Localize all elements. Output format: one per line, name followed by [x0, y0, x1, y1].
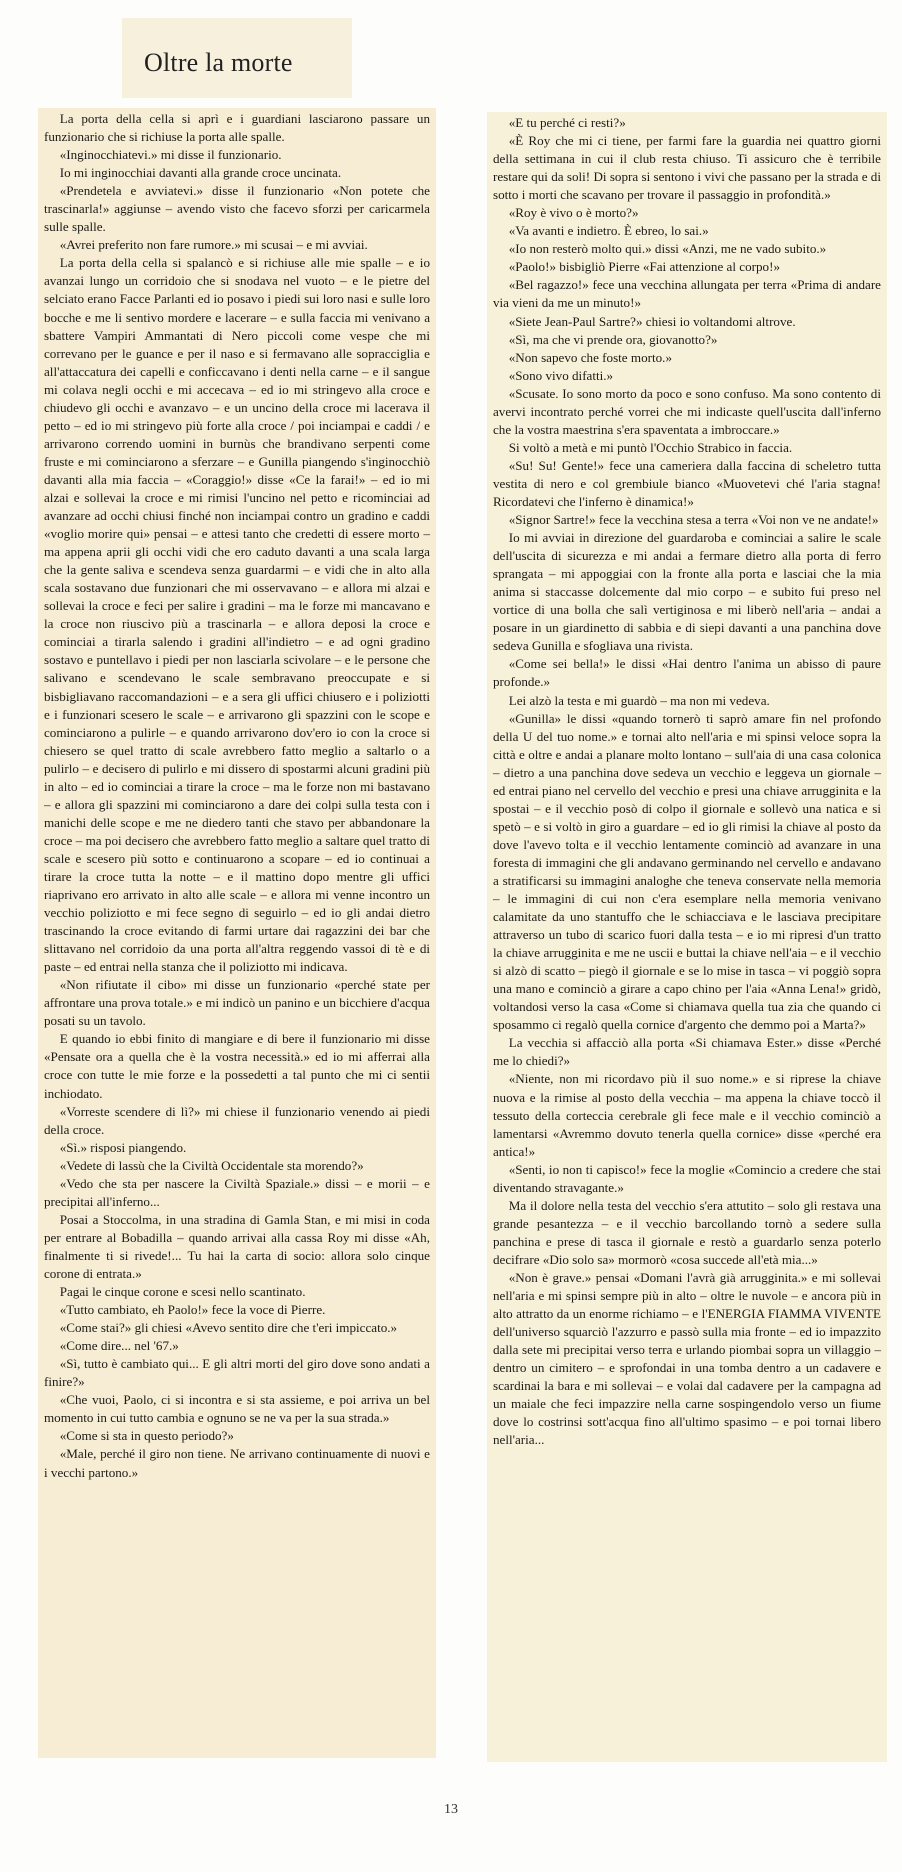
paragraph: «Prendetela e avviatevi.» disse il funzionario «Non potete che trascinarla!» aggiunse – avendo visto che facevo sforzi per caricarmela sulle spalle. [44, 183, 430, 235]
paragraph: Io mi inginocchiai davanti alla grande croce uncinata. [59, 165, 342, 181]
paragraph: «È Roy che mi ci tiene, per farmi fare la guardia nei quattro giorni della settimana in cui il club resta chiuso. Ti assicuro che è terribile restare qui da soli! Di sopra si sentono i vivi che passano per la strada e di sotto i morti che scavano per trovare il passaggio in profondità.» [493, 133, 881, 203]
paragraph: Io mi avviai in direzione del guardaroba e cominciai a salire le scale dell'uscita di sicurezza e mi andai a fermare dietro alla porta di ferro sprangata – mi appoggiai con la fronte alla porta e lasciai che la mia anima si staccasse dolcemente dal mio corpo – e subito fui preso nel vortice di una bolla che salì vertiginosa e mi liberò nell'aria – andai a posare in un giardinetto di sabbia e di siepi davanti a una panchina dove sedeva Gunilla e sfogliava una rivista. [493, 530, 881, 654]
paragraph: La porta della cella si aprì e i guardiani lasciarono passare un funzionario che si richiuse la porta alle spalle. [44, 111, 430, 145]
paragraph: La vecchia si affacciò alla porta «Si chiamava Ester.» disse «Perché me lo chiedi?» [493, 1035, 881, 1069]
paragraph: Ma il dolore nella testa del vecchio s'era attutito – solo gli restava una grande pesantezza – e il vecchio barcollando tornò a sedere sulla panchina e prese di tasca il giornale e restò a guardarlo senza poterlo decifrare «Dio solo sa» mormorò «cosa succede all'età mia...» [493, 1197, 881, 1267]
paragraph: «Inginocchiatevi.» mi disse il funzionario. [59, 147, 282, 163]
paragraph: «Gunilla» le dissi «quando tornerò ti saprò amare fin nel profondo della U del tuo nome.» e tornai alto nell'aria e mi spinsi veloce sopra la città e oltre e andai a planare molto lontano – sull'aia di una casa colonica – dietro a una panchina dove sedeva un vecchio e leggeva un giornale – ed entrai piano nel cervello del vecchio e presi una chiave arrugginita e la spostai – e il vecchio posò di colpo il giornale e sollevò una natica e si spetò – e si voltò in giro a guardare – ed io gli rimisi la chiave al posto da dove l'avevo tolta e il vecchio lentamente cominciò ad avanzare in una foresta di immagini che gli andavano germinando nel cervello e andavano a stratificarsi su immagini analoghe che teneva conservate nella memoria – le immagini di cui non c'era esemplare nella memoria venivano calamitate da uno stantuffo che le schiacciava e le lasciava precipitare attraverso un tubo di scarico fuori dalla testa – e io mi ripresi d'un tratto la chiave arrugginita e me ne uscii e buttai la chiave nell'aia – e il vecchio si alzò di scatto – piegò il giornale e se lo mise in tasca – vi poggiò sopra una mano e cominciò a girare a capo chino per l'aia «Anna Lena!» gridò, voltandosi verso la casa «Come si chiamava quella tua zia che quando ci sposammo ci regalò quella cornice d'argento che demmo poi a Marta?» [493, 710, 881, 1033]
paragraph: «Male, perché il giro non tiene. Ne arrivano continuamente di nuovi e i vecchi partono.» [44, 1446, 430, 1480]
paragraph: «Niente, non mi ricordavo più il suo nome.» e si riprese la chiave nuova e la rimise al posto della vecchia – ma appena la chiave toccò il tessuto della corteccia cerebrale gli fece male e il vecchio cominciò a lamentarsi «Avremmo dovuto tenerla quella cornice» disse «perché era antica!» [493, 1071, 881, 1159]
paragraph: «Va avanti e indietro. È ebreo, lo sai.» [508, 223, 709, 239]
paragraph: «Scusate. Io sono morto da poco e sono confuso. Ma sono contento di avervi incontrato perché vorrei che mi indicaste quell'uscita dall'inferno che la vostra maestrina s'era spaventata a imbroccare.» [493, 385, 881, 437]
paragraph: Posai a Stoccolma, in una stradina di Gamla Stan, e mi misi in coda per entrare al Bobadilla – quando arrivai alla cassa Roy mi disse «Ah, finalmente ti si rivede!... Tu hai la carta di socio: allora solo cinque corone di entrata.» [44, 1211, 430, 1281]
paragraph: «Io non resterò molto qui.» dissi «Anzi, me ne vado subito.» [508, 241, 827, 257]
paragraph: La porta della cella si spalancò e si richiuse alle mie spalle – e io avanzai lungo un corridoio che si snodava nel vuoto – e le pietre del selciato erano Facce Parlanti ed io posavo i piedi sui loro nasi e sulle loro bocche e me li sentivo mordere e lacerare – e sulla faccia mi venivano a sbattere Vampiri Ammantati di Nero piccoli come vespe che mi correvano per le guance e per il naso e si fermavano alle sopracciglia e all'attaccatura dei capelli e conficcavano i denti nella carne – e il sangue mi colava negli occhi e mi accecava – ed io mi stringevo alla croce e chiudevo gli occhi e avanzavo – e un uncino della croce mi lacerava il petto – ed io mi stringevo più forte alla croce / poi inciampai e caddi / e arrivarono correndo uomini in burnùs che brandivano serpenti come fruste e mi cominciarono a sferzare – e Gunilla piangendo s'inginocchiò davanti alla mia faccia – «Coraggio!» disse «Ce la farai!» – ed io mi alzai e sollevai la croce e mi rimisi l'uncino nel petto e ricominciai ad avanzare ad occhi chiusi finché non inciampai contro un gradino e caddi «voglio morire qui» pensai – e attesi tanto che credetti di essere morto – ma appena aprii gli occhi vidi che ero caduto davanti a una scala larga che la gente saliva e scendeva senza guardarmi – e vidi che in alto alla scala sostavano due funzionari che mi osservavano – e allora mi alzai e sollevai la croce e feci per salire i gradini – ma le forze mi mancavano e la croce non riuscivo più a trascinarla – e allora deposi la croce e cominciai a tirarla salendo i gradini all'indietro – e ad ogni gradino sostavo e puntellavo i piedi per non lasciarla scivolare – e le persone che salivano e scendevano le scale sembravano preoccupate e si bisbigliavano raccomandazioni – e a sera gli uffici chiusero e i poliziotti e i funzionari scesero le scale – e arrivarono gli spazzini con le scope e cominciarono a pulirle – e quando arrivarono dov'ero io con la croce si chiesero se quel tratto di scale avrebbero fatto meglio a saltarlo o a pulirlo – e decisero di pulirlo e mi dissero di spostarmi alcuni gradini più in alto – ed io cominciai a tirare la croce – ma le forze non mi bastavano – e allora gli spazzini mi cominciarono a dare dei colpi sulla testa con i manichi delle scope e me ne diedero tanti che stavo per abbandonare la croce – ma poi decisero che avrebbero fatto meglio a saltare quel tratto di scale e scesero più sotto e continuarono a scopare – ed io continuai a tirare la croce tutta la notte – e il mattino dopo mentre gli uffici riaprivano ero arrivato in alto alle scale – e allora mi venne incontro un vecchio poliziotto e mi fece segno di seguirlo – ed io gli andai dietro trascinando la croce evitando di farmi urtare dai ragazzini dei bar che slittavano nel corridoio da una porta all'altra reggendo vassoi di tè e di paste – ed entrai nella stanza che il poliziotto mi indicava. [44, 255, 430, 975]
paragraph: «Vedete di lassù che la Civiltà Occidentale sta morendo?» [59, 1157, 364, 1173]
paragraph: «Signor Sartre!» fece la vecchina stesa a terra «Voi non ve ne andate!» [508, 512, 879, 528]
page-title: Oltre la morte [144, 48, 293, 77]
paragraph: «Tutto cambiato, eh Paolo!» fece la voce di Pierre. [59, 1302, 326, 1318]
paragraph: «Non sapevo che foste morto.» [508, 349, 672, 365]
paragraph: Pagai le cinque corone e scesi nello scantinato. [59, 1284, 306, 1300]
paragraph: E quando io ebbi finito di mangiare e di bere il funzionario mi disse «Pensate ora a quella che è la vostra necessità.» ed io mi afferrai alla croce con tutte le mie forze e la possedetti a tal punto che mi ci sentii inchiodato. [44, 1031, 430, 1101]
paragraph: «Paolo!» bisbigliò Pierre «Fai attenzione al corpo!» [508, 259, 780, 275]
paragraph: Lei alzò la testa e mi guardò – ma non mi vedeva. [508, 692, 770, 708]
right-column [487, 112, 887, 1762]
paragraph: «Sì, ma che vi prende ora, giovanotto?» [508, 331, 718, 347]
paragraph: «Come stai?» gli chiesi «Avevo sentito dire che t'eri impiccato.» [59, 1320, 398, 1336]
page-number: 13 [444, 1802, 458, 1817]
title-block [122, 18, 352, 98]
left-column [38, 108, 436, 1758]
paragraph: «Che vuoi, Paolo, ci si incontra e si sta assieme, e poi arriva un bel momento in cui tutto cambia e ognuno se ne va per la sua strada.» [44, 1392, 430, 1426]
paragraph: «Bel ragazzo!» fece una vecchina allungata per terra «Prima di andare via vieni da me un minuto!» [493, 277, 881, 311]
paragraph: «Come dire... nel '67.» [59, 1338, 179, 1354]
paragraph: «Sono vivo difatti.» [508, 367, 614, 383]
paragraph: «Siete Jean-Paul Sartre?» chiesi io voltandomi altrove. [508, 313, 796, 329]
paragraph: «Sì.» risposi piangendo. [59, 1139, 187, 1155]
paragraph: «Senti, io non ti capisco!» fece la moglie «Comincio a credere che stai diventando stravagante.» [493, 1161, 881, 1195]
paragraph: «Sì, tutto è cambiato qui... E gli altri morti del giro dove sono andati a finire?» [44, 1356, 430, 1390]
paragraph: «E tu perché ci resti?» [508, 115, 626, 130]
paragraph: «Come si sta in questo periodo?» [59, 1428, 234, 1444]
paragraph: «Come sei bella!» le dissi «Hai dentro l'anima un abisso di paure profonde.» [493, 656, 881, 690]
paragraph: «Roy è vivo o è morto?» [508, 205, 639, 221]
paragraph: «Su! Su! Gente!» fece una cameriera dalla faccina di scheletro tutta vestita di nero e col grembiule bianco «Muovetevi ché l'aria stagna! Ricordatevi che l'inferno è dinamica!» [493, 457, 881, 509]
paragraph: «Non rifiutate il cibo» mi disse un funzionario «perché state per affrontare una prova totale.» e mi indicò un panino e un bicchiere d'acqua posati su un tavolo. [44, 977, 430, 1029]
paragraph: «Non è grave.» pensai «Domani l'avrà già arrugginita.» e mi sollevai nell'aria e mi spinsi sempre più in alto – oltre le nuvole – e ancora più in alto attratto da un enorme richiamo – e l'ENERGIA FIAMMA VIVENTE dell'universo squarciò l'azzurro e passò sulla mia fronte – ed io impazzito dalla sete mi precipitai verso terra e urlando piombai sopra un villaggio – dentro un cimitero – e sprofondai in una tomba dentro a un cadavere e scardinai la bara e mi sollevai – e volai dal cadavere per la campagna ad un maiale che feci impazzire nella carne sospingendolo verso un fiume dove lo costrinsi sott'acqua fino all'ultimo spasimo – e poi tornai libero nell'aria... [493, 1270, 881, 1448]
paragraph: Si voltò a metà e mi puntò l'Occhio Strabico in faccia. [508, 439, 793, 455]
paragraph: «Vorreste scendere di lì?» mi chiese il funzionario venendo ai piedi della croce. [44, 1103, 430, 1137]
paragraph: «Vedo che sta per nascere la Civiltà Spaziale.» dissi – e morii – e precipitai all'inferno... [44, 1175, 430, 1209]
paragraph: «Avrei preferito non fare rumore.» mi scusai – e mi avviai. [59, 237, 368, 253]
